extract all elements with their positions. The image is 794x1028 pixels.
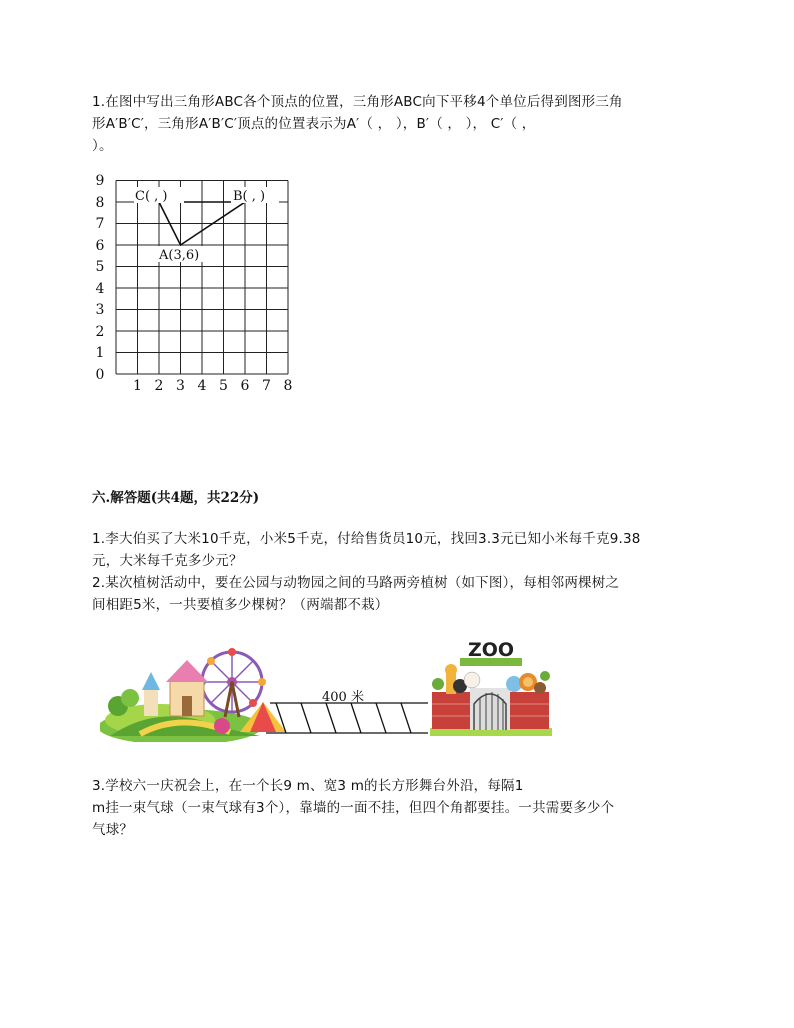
question-3-text: [92, 775, 712, 841]
vertex-label-b: B( , ): [233, 189, 266, 204]
y-tick-label: 7: [95, 216, 105, 232]
x-tick-label: 1: [133, 378, 142, 394]
text-line: 2.某次植树活动中，要在公园与动物园之间的马路两旁植树（如下图），每相邻两棵树之: [92, 575, 620, 591]
x-tick-label: 2: [154, 378, 164, 394]
y-tick-label: 2: [95, 324, 105, 340]
question-grid-text: [92, 91, 712, 157]
text-line: 1.李大伯买了大米10千克，小米5千克，付给售货员10元，找回3.3元已知小米每千克9.38: [92, 531, 641, 547]
y-tick-label: 8: [95, 195, 105, 211]
park-zoo-illustration: [100, 632, 560, 742]
vertex-label-a: A(3,6): [159, 248, 200, 263]
text-line: 间相距5米，一共要植多少棵树？（两端都不栽）: [92, 597, 389, 613]
zoo-sign: ZOO: [467, 639, 515, 661]
x-tick-label: 5: [219, 378, 228, 394]
text-line: ）。: [92, 138, 113, 154]
y-tick-label: 1: [95, 345, 105, 361]
question-2-text: [92, 572, 712, 616]
text-line: 形A′B′C′，三角形A′B′C′顶点的位置表示为A′（ ， ），B′（ ， ）， C′（ ，: [92, 116, 536, 132]
zoo-gate-picture: [430, 658, 552, 736]
vertex-label-c: C( , ): [135, 189, 168, 204]
x-tick-label: 4: [197, 378, 207, 394]
coordinate-grid: [86, 170, 326, 400]
road: [266, 703, 428, 733]
text-line: 元，大米每千克多少元？: [92, 553, 243, 569]
x-tick-label: 3: [176, 378, 185, 394]
text-line: 1.在图中写出三角形ABC各个顶点的位置，三角形ABC向下平移4个单位后得到图形三角: [92, 94, 623, 110]
y-tick-label: 6: [95, 238, 105, 254]
question-1-text: [92, 528, 712, 572]
text-line: m挂一束气球（一束气球有3个），靠墙的一面不挂，但四个角都要挂。一共需要多少个: [92, 800, 615, 816]
grid-lines: [116, 181, 288, 375]
y-tick-label: 0: [95, 367, 105, 383]
x-tick-label: 8: [283, 378, 293, 394]
y-tick-label: 4: [95, 281, 105, 297]
y-tick-label: 9: [95, 173, 105, 189]
text-line: 3.学校六一庆祝会上，在一个长9 m、宽3 m的长方形舞台外沿，每隔1: [92, 778, 524, 794]
x-tick-label: 6: [240, 378, 250, 394]
y-tick-label: 5: [95, 259, 105, 275]
amusement-park-picture: [100, 648, 286, 742]
text-line: 气球？: [92, 822, 134, 838]
y-tick-label: 3: [95, 302, 105, 318]
distance-label: 400 米: [322, 690, 364, 705]
section-title: 六.解答题(共4题，共22分): [92, 490, 260, 506]
x-tick-label: 7: [262, 378, 271, 394]
